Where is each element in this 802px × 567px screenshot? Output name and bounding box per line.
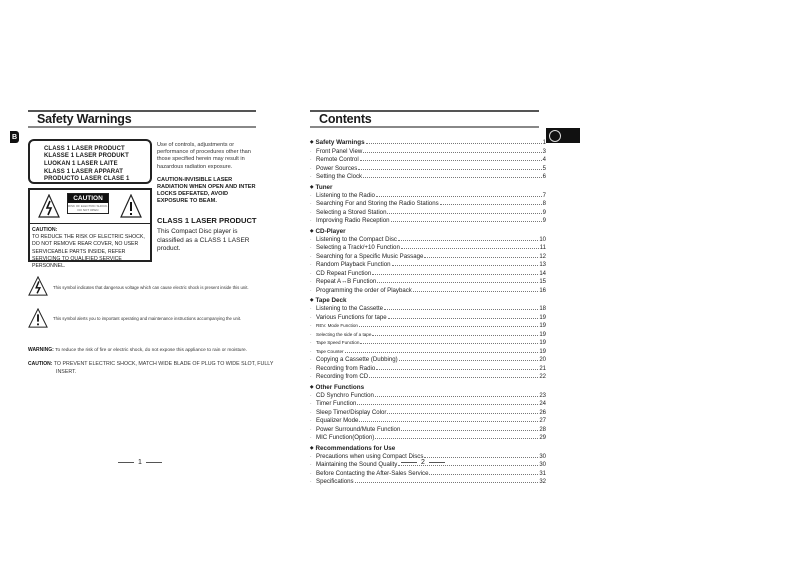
bullet-icon: · [310, 392, 312, 399]
caution-label [67, 193, 109, 214]
toc-entry[interactable] [310, 339, 546, 348]
toc-entry[interactable] [310, 173, 546, 182]
toc-entry-label: Timer Function [316, 400, 357, 407]
toc-entry-label: Sleep Timer/Display Color [316, 408, 387, 416]
page-number-rule [146, 462, 162, 464]
toc-page-number: 31 [539, 470, 546, 477]
page-number: 1 [138, 459, 142, 466]
toc-entry-label: Recording from CD [316, 373, 369, 380]
toc-page-number: 7 [542, 192, 546, 199]
toc-page-number: 23 [539, 392, 546, 399]
toc-entry[interactable] [310, 270, 546, 279]
voltage-symbol-description: This symbol indicates that dangerous voltage which can cause electric shock is present inside this unit. [53, 285, 249, 290]
toc-page-number: 11 [539, 245, 546, 251]
bullet-icon: · [310, 462, 312, 468]
toc-entry-label: Programming the order of Playback [316, 286, 412, 294]
toc-page-number: 29 [539, 435, 546, 441]
toc-leader-dots [424, 257, 538, 258]
toc-page-number: 30 [539, 462, 546, 468]
bullet-icon: · [310, 245, 312, 251]
controls-warning-text: Use of controls, adjustments or performance of procedures other than those specified herein may result in hazardous radiation exposure. [157, 142, 251, 170]
bullet-icon: · [310, 306, 312, 312]
toc-page-number: 16 [539, 287, 546, 294]
bullet-icon: · [310, 357, 312, 363]
bullet-icon: · [310, 348, 312, 355]
toc-entry-label: Selecting a Stored Station [316, 208, 387, 216]
toc-leader-dots [401, 430, 538, 431]
page-number-rule [429, 462, 445, 464]
toc-leader-dots [366, 143, 542, 144]
toc-page-number: 24 [539, 401, 546, 407]
bullet-icon: · [310, 157, 312, 163]
section-tab-contents [546, 128, 580, 143]
bullet-icon: · [310, 435, 312, 441]
toc-section-title: ◆ Recommendations for Use [310, 445, 395, 453]
toc-entry-label: Tape Speed Function [316, 340, 360, 345]
toc-section-heading[interactable] [310, 137, 546, 148]
toc-page-number: 21 [539, 365, 546, 372]
toc-leader-dots [375, 438, 538, 439]
toc-page-number: 9 [542, 218, 546, 224]
toc-leader-dots [363, 152, 541, 153]
warning-label: WARNING: [28, 347, 54, 353]
toc-leader-dots [357, 404, 538, 405]
caution-line2: INSERT. [56, 369, 77, 375]
right-title-bottom-rule [310, 126, 539, 128]
bullet-icon: · [310, 479, 312, 485]
toc-leader-dots [360, 160, 542, 161]
toc-page-number: 13 [539, 262, 546, 268]
bullet-icon: · [310, 323, 312, 329]
bullet-icon: · [310, 262, 312, 268]
laser-label-line: KLASSE 1 LASER PRODUKT [44, 153, 129, 160]
laser-class-label-box [28, 139, 152, 184]
toc-entry[interactable] [310, 253, 546, 262]
toc-entry[interactable] [310, 236, 546, 245]
toc-leader-dots [345, 352, 539, 353]
toc-entry[interactable] [310, 209, 546, 218]
toc-leader-dots [392, 265, 539, 266]
toc-entry-label: Searching for a Specific Music Passage [316, 252, 424, 260]
right-page-title: Contents [319, 112, 372, 126]
toc-page-number: 15 [539, 279, 546, 285]
toc-entry[interactable] [310, 434, 546, 443]
toc-page-number: 32 [539, 479, 546, 485]
bullet-icon: · [310, 340, 312, 346]
lightning-triangle-icon [28, 276, 48, 296]
toc-entry-label: Selecting a Track/+10 Function [316, 244, 400, 251]
toc-entry-label: MIC Function(Option) [316, 434, 375, 441]
toc-entry-label: Power Surround/Mute Function [316, 425, 401, 433]
toc-entry[interactable] [310, 373, 546, 382]
bullet-icon: · [310, 426, 312, 433]
toc-entry-label: Selecting the side of a tape [316, 331, 372, 337]
bullet-icon: · [310, 365, 312, 372]
toc-entry[interactable] [310, 165, 546, 174]
toc-entry-label: Listening to the Compact Disc [316, 235, 397, 243]
bullet-icon: · [310, 453, 312, 460]
toc-page-number: 9 [542, 209, 546, 216]
caution-label-text: CAUTION: [28, 361, 53, 367]
toc-leader-dots [429, 474, 538, 475]
table-of-contents [310, 137, 546, 487]
toc-entry-label: Copying a Cassette (Dubbing) [316, 356, 398, 363]
toc-entry-label: Remote Control [316, 156, 359, 163]
toc-entry-label: Setting the Clock [316, 173, 363, 180]
toc-leader-dots [384, 309, 538, 310]
toc-page-number: 1 [542, 140, 546, 146]
toc-entry[interactable] [310, 331, 546, 340]
toc-entry-label: Listening to the Cassette [316, 305, 384, 312]
toc-entry[interactable] [310, 478, 546, 487]
toc-entry-label: Recording from Radio [316, 364, 376, 372]
toc-leader-dots [440, 204, 542, 205]
toc-section-heading[interactable] [310, 382, 546, 392]
toc-section-heading[interactable] [310, 226, 546, 236]
toc-entry[interactable] [310, 365, 546, 374]
bullet-icon: · [310, 192, 312, 199]
toc-section-title: ◆ Safety Warnings [310, 139, 365, 147]
toc-entry[interactable] [310, 192, 546, 201]
caution-box-text [30, 224, 150, 273]
toc-leader-dots [401, 248, 539, 249]
toc-page-number: 5 [542, 165, 546, 172]
page-number-rule [118, 462, 134, 464]
toc-entry[interactable] [310, 305, 546, 314]
toc-section-title: ◆ Tape Deck [310, 297, 347, 305]
caution-box [28, 188, 152, 270]
toc-entry-label: Repeat A↔B Function [316, 278, 377, 285]
toc-section-heading[interactable] [310, 295, 546, 305]
bullet-icon: · [310, 287, 312, 294]
toc-leader-dots [424, 457, 538, 458]
class1-body: This Compact Disc player is classified as a CLASS 1 LASER product. [157, 228, 250, 253]
left-page-title: Safety Warnings [37, 112, 132, 126]
toc-leader-dots [375, 396, 538, 397]
toc-page-number: 22 [539, 374, 546, 380]
toc-entry[interactable] [310, 148, 546, 157]
bullet-icon: · [310, 409, 312, 416]
toc-page-number: 12 [539, 253, 546, 260]
toc-page-number: 20 [539, 357, 546, 363]
toc-leader-dots [413, 291, 538, 292]
bullet-icon: · [310, 418, 312, 424]
toc-leader-dots [387, 213, 541, 214]
laser-label-line: PRODUCTO LASER CLASE 1 [44, 176, 130, 183]
toc-leader-dots [398, 240, 538, 241]
toc-entry-label: Precautions when using Compact Discs [316, 452, 424, 460]
toc-entry-label: REV. Mode Function [316, 323, 358, 328]
class1-title: CLASS 1 LASER PRODUCT [157, 216, 257, 225]
toc-leader-dots [355, 482, 539, 483]
toc-page-number: 10 [539, 236, 546, 243]
toc-page-number: 19 [539, 323, 546, 329]
toc-entry-label: Improving Radio Reception [316, 217, 390, 224]
toc-page-number: 3 [542, 148, 546, 155]
toc-entry[interactable] [310, 426, 546, 435]
toc-entry[interactable] [310, 409, 546, 418]
bullet-icon: · [310, 270, 312, 277]
toc-entry[interactable] [310, 278, 546, 287]
bullet-icon: · [310, 470, 312, 477]
page-number-rule [401, 462, 417, 464]
lightning-triangle-icon [38, 194, 60, 218]
toc-page-number: 19 [539, 331, 546, 338]
toc-section-heading[interactable] [310, 182, 546, 192]
warning-line [28, 347, 247, 354]
toc-leader-dots [376, 196, 542, 197]
toc-leader-dots [387, 413, 538, 414]
toc-leader-dots [391, 221, 542, 222]
left-title-bottom-rule [28, 126, 256, 128]
toc-page-number: 30 [539, 453, 546, 460]
toc-entry-label: CD Repeat Function [316, 269, 372, 277]
toc-entry-label: Equalizer Mode [316, 417, 359, 424]
exclamation-triangle-icon [28, 308, 48, 328]
toc-page-number: 14 [539, 270, 546, 277]
bullet-icon: · [310, 148, 312, 155]
toc-entry[interactable] [310, 392, 546, 401]
toc-entry[interactable] [310, 200, 546, 209]
caution-label-subtext: RISK OF ELECTRIC SHOCK. DO NOT OPEN [68, 204, 109, 212]
bullet-icon: · [310, 165, 312, 172]
bullet-icon: · [310, 374, 312, 380]
toc-page-number: 19 [539, 340, 546, 346]
bullet-icon: · [310, 253, 312, 260]
bullet-icon: · [310, 279, 312, 285]
toc-leader-dots [388, 318, 539, 319]
bullet-icon: · [310, 174, 312, 180]
toc-entry[interactable] [310, 244, 546, 253]
toc-entry-label: Listening to the Radio [316, 191, 375, 199]
toc-entry[interactable] [310, 356, 546, 365]
toc-leader-dots [376, 369, 538, 370]
toc-page-number: 26 [539, 409, 546, 416]
caution-line [28, 361, 273, 368]
toc-entry-label: Power Sources [316, 164, 358, 172]
toc-page-number: 19 [539, 348, 546, 355]
caution-box-heading: CAUTION: [32, 227, 58, 233]
exclamation-triangle-icon [120, 194, 142, 218]
toc-entry[interactable] [310, 400, 546, 409]
toc-entry[interactable] [310, 156, 546, 165]
invisible-laser-caution: CAUTION-INVISIBLE LASER RADIATION WHEN OPEN AND INTER LOCKS DEFEATED, AVOID EXPOSURE TO BEAM. [157, 177, 256, 204]
toc-leader-dots [359, 421, 538, 422]
alert-symbol-description: This symbol alerts you to important operating and maintenance instructions accompanying the unit. [53, 316, 242, 321]
circle-icon [549, 130, 561, 142]
toc-leader-dots [377, 282, 538, 283]
toc-entry-label: CD Synchro Function [316, 391, 374, 399]
toc-entry[interactable] [310, 470, 546, 479]
toc-section-heading[interactable] [310, 443, 546, 453]
toc-leader-dots [363, 177, 542, 178]
bullet-icon: · [310, 218, 312, 224]
toc-entry-label: Before Contacting the After-Sales Service [316, 469, 429, 477]
toc-section-title: ◆ Other Functions [310, 384, 364, 392]
toc-page-number: 28 [539, 426, 546, 433]
caution-box-body: TO REDUCE THE RISK OF ELECTRIC SHOCK, DO NOT REMOVE REAR COVER, NO USER SERVICEABLE PARTS INSIDE, REFER SERVICING TO QUALIFIED SERVICE PERSONNEL. [32, 234, 145, 270]
caution-line1: TO PREVENT ELECTRIC SHOCK, MATCH WIDE BLADE OF PLUG TO WIDE SLOT, FULLY [53, 361, 274, 367]
toc-leader-dots [372, 335, 538, 336]
toc-page-number: 8 [542, 201, 546, 207]
toc-entry-label: Front Panel View [316, 147, 363, 155]
toc-page-number: 6 [542, 174, 546, 180]
bullet-icon: · [310, 314, 312, 321]
toc-page-number: 4 [542, 157, 546, 163]
bullet-icon: · [310, 209, 312, 216]
toc-entry[interactable] [310, 261, 546, 270]
toc-leader-dots [369, 377, 538, 378]
toc-entry[interactable] [310, 322, 546, 331]
toc-leader-dots [360, 343, 538, 344]
warning-text: To reduce the risk of fire or electric shock, do not expose this appliance to rain or moisture. [55, 348, 248, 353]
bullet-icon: · [310, 331, 312, 338]
toc-leader-dots [372, 274, 538, 275]
page-number: 2 [421, 459, 425, 466]
bullet-icon: · [310, 201, 312, 207]
toc-entry-label: Various Functions for tape [316, 313, 387, 321]
toc-entry[interactable] [310, 217, 546, 226]
caution-label-heading: CAUTION [68, 194, 108, 203]
bullet-icon: · [310, 401, 312, 407]
toc-leader-dots [399, 360, 539, 361]
toc-page-number: 18 [539, 306, 546, 312]
toc-entry[interactable] [310, 417, 546, 426]
laser-label-line: CLASS 1 LASER PRODUCT [44, 146, 125, 152]
toc-entry-label: Specifications [316, 478, 354, 485]
toc-entry[interactable] [310, 287, 546, 296]
bullet-icon: · [310, 236, 312, 243]
left-page-number [118, 459, 162, 466]
section-tab-b: B [10, 131, 19, 143]
toc-entry-label: Searching For and Storing the Radio Stations [316, 200, 439, 207]
toc-page-number: 27 [539, 418, 546, 424]
toc-section-title: ◆ Tuner [310, 184, 333, 192]
toc-section-title: ◆ CD-Player [310, 228, 346, 236]
toc-entry[interactable] [310, 314, 546, 323]
toc-entry-label: Random Playback Function [316, 261, 391, 268]
toc-entry[interactable] [310, 348, 546, 357]
laser-label-line: KLASS 1 LASER APPARAT [44, 168, 123, 175]
caution-symbols-row [30, 190, 150, 224]
laser-label-line: LUOKAN 1 LASER LAITE [44, 160, 118, 167]
toc-page-number: 19 [539, 314, 546, 321]
toc-leader-dots [359, 326, 538, 327]
toc-entry-label: Maintaining the Sound Quality [316, 461, 398, 468]
right-page-number [401, 459, 445, 466]
toc-entry-label: Tape Counter [316, 348, 344, 354]
toc-leader-dots [358, 169, 541, 170]
